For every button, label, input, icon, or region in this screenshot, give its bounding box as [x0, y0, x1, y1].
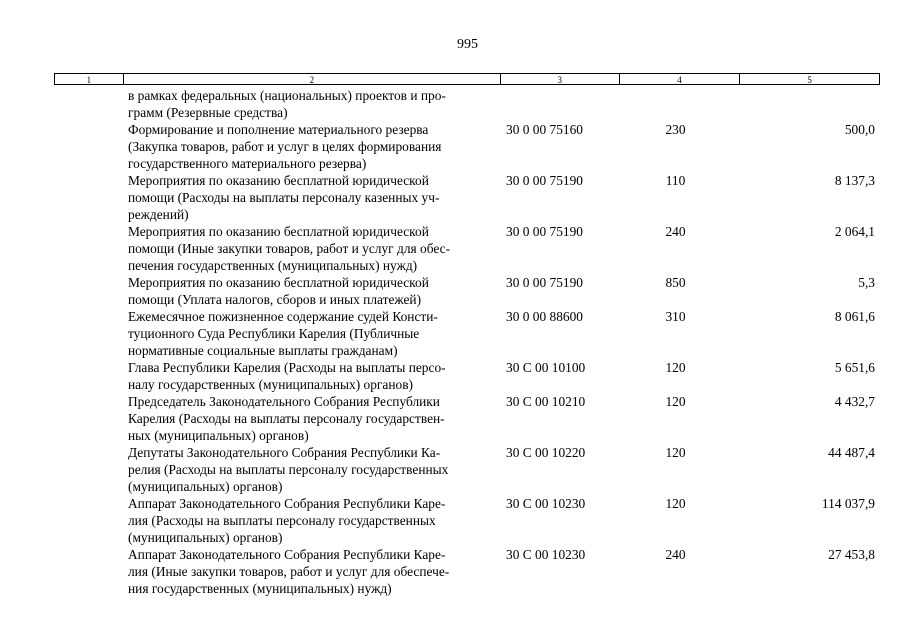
cell-col-1: [54, 308, 128, 359]
cell-description: [128, 359, 501, 393]
cell-type: [620, 87, 741, 121]
table-row: [54, 546, 880, 597]
table-row: [54, 495, 880, 546]
cell-amount: 8 137,3: [834, 173, 875, 188]
description-line: лия (Расходы на выплаты персоналу государственных: [128, 513, 436, 528]
table-row: [54, 274, 880, 308]
description-line: (муниципальных) органов): [128, 530, 283, 545]
cell-amount: 2 064,1: [834, 224, 875, 239]
cell-type: 120: [665, 360, 686, 375]
cell-amount: 27 453,8: [828, 547, 875, 562]
cell-amount: [741, 87, 880, 121]
cell-type: 310: [665, 309, 686, 324]
description-line: туционного Суда Республики Карелия (Публичные: [128, 326, 420, 341]
cell-col-1: [54, 172, 128, 223]
cell-code: 30 С 00 10100: [506, 360, 586, 375]
cell-description: [128, 393, 501, 444]
cell-description: [128, 121, 501, 172]
cell-code: [501, 87, 620, 121]
cell-code: 30 С 00 10210: [506, 394, 586, 409]
page-number: 995: [457, 37, 478, 52]
column-header-5: 5: [807, 75, 812, 85]
description-line: в рамках федеральных (национальных) проектов и про-: [128, 88, 446, 103]
cell-description: [128, 172, 501, 223]
table-row: [54, 444, 880, 495]
cell-code: 30 С 00 10220: [506, 445, 586, 460]
description-line: налу государственных (муниципальных) органов): [128, 377, 414, 392]
cell-col-1: [54, 393, 128, 444]
column-header-4: 4: [620, 74, 741, 84]
cell-code: 30 0 00 88600: [506, 309, 583, 324]
cell-type: 120: [665, 394, 686, 409]
cell-description: [128, 308, 501, 359]
description-line: печения государственных (муниципальных) нужд): [128, 258, 418, 273]
cell-amount: 8 061,6: [834, 309, 875, 324]
description-line: нормативные социальные выплаты гражданам): [128, 343, 398, 358]
cell-amount: 114 037,9: [821, 496, 875, 511]
cell-col-1: [54, 359, 128, 393]
cell-description: [128, 546, 501, 597]
column-header-3: 3: [501, 74, 620, 84]
cell-code: 30 0 00 75190: [506, 173, 583, 188]
cell-amount: 5,3: [858, 275, 875, 290]
description-line: (муниципальных) органов): [128, 479, 283, 494]
description-line: помощи (Иные закупки товаров, работ и услуг для обес-: [128, 241, 451, 256]
description-line: Депутаты Законодательного Собрания Республики Ка-: [128, 445, 441, 460]
cell-type: 110: [665, 173, 686, 188]
table-row: [54, 87, 880, 121]
description-line: релия (Расходы на выплаты персоналу государственных: [128, 462, 449, 477]
cell-col-1: [54, 546, 128, 597]
description-line: Карелия (Расходы на выплаты персоналу государствен-: [128, 411, 445, 426]
description-line: Председатель Законодательного Собрания Республики: [128, 394, 440, 409]
cell-amount: 44 487,4: [828, 445, 875, 460]
description-line: реждений): [128, 207, 189, 222]
cell-col-1: [54, 87, 128, 121]
cell-type: 240: [665, 547, 686, 562]
description-line: Формирование и пополнение материального резерва: [128, 122, 429, 137]
description-line: Мероприятия по оказанию бесплатной юридической: [128, 224, 429, 239]
column-header-1: 1: [55, 74, 124, 84]
description-line: Мероприятия по оказанию бесплатной юридической: [128, 275, 429, 290]
cell-col-1: [54, 121, 128, 172]
cell-amount: 500,0: [844, 122, 875, 137]
cell-description: [128, 274, 501, 308]
table-row: [54, 393, 880, 444]
cell-type: 850: [665, 275, 686, 290]
description-line: (Закупка товаров, работ и услуг в целях формирования: [128, 139, 442, 154]
cell-type: 120: [665, 445, 686, 460]
cell-amount: 4 432,7: [834, 394, 875, 409]
table-row: [54, 121, 880, 172]
description-line: грамм (Резервные средства): [128, 105, 288, 120]
table-row: [54, 308, 880, 359]
description-line: ных (муниципальных) органов): [128, 428, 309, 443]
cell-description: [128, 495, 501, 546]
cell-col-1: [54, 274, 128, 308]
cell-type: 120: [665, 496, 686, 511]
description-line: ния государственных (муниципальных) нужд): [128, 581, 392, 596]
description-line: Глава Республики Карелия (Расходы на выплаты персо-: [128, 360, 446, 375]
description-line: Аппарат Законодательного Собрания Республики Каре-: [128, 547, 446, 562]
cell-col-1: [54, 444, 128, 495]
column-header-2: 2: [124, 74, 501, 84]
description-line: помощи (Расходы на выплаты персоналу казенных уч-: [128, 190, 440, 205]
cell-col-1: [54, 495, 128, 546]
cell-code: 30 С 00 10230: [506, 547, 586, 562]
cell-code: 30 0 00 75160: [506, 122, 583, 137]
cell-code: 30 С 00 10230: [506, 496, 586, 511]
description-line: помощи (Уплата налогов, сборов и иных платежей): [128, 292, 422, 307]
cell-type: 230: [665, 122, 686, 137]
cell-description: [128, 87, 501, 121]
cell-description: [128, 444, 501, 495]
cell-type: 240: [665, 224, 686, 239]
table-row: [54, 172, 880, 223]
cell-amount: 5 651,6: [834, 360, 875, 375]
description-line: лия (Иные закупки товаров, работ и услуг для обеспече-: [128, 564, 450, 579]
table-row: [54, 359, 880, 393]
description-line: Аппарат Законодательного Собрания Республики Каре-: [128, 496, 446, 511]
description-line: государственного материального резерва): [128, 156, 367, 171]
description-line: Ежемесячное пожизненное содержание судей Консти-: [128, 309, 438, 324]
table-header: [54, 73, 880, 85]
description-line: Мероприятия по оказанию бесплатной юридической: [128, 173, 429, 188]
cell-code: 30 0 00 75190: [506, 224, 583, 239]
table-body: [54, 87, 880, 597]
table-row: [54, 223, 880, 274]
cell-code: 30 0 00 75190: [506, 275, 583, 290]
cell-col-1: [54, 223, 128, 274]
cell-description: [128, 223, 501, 274]
